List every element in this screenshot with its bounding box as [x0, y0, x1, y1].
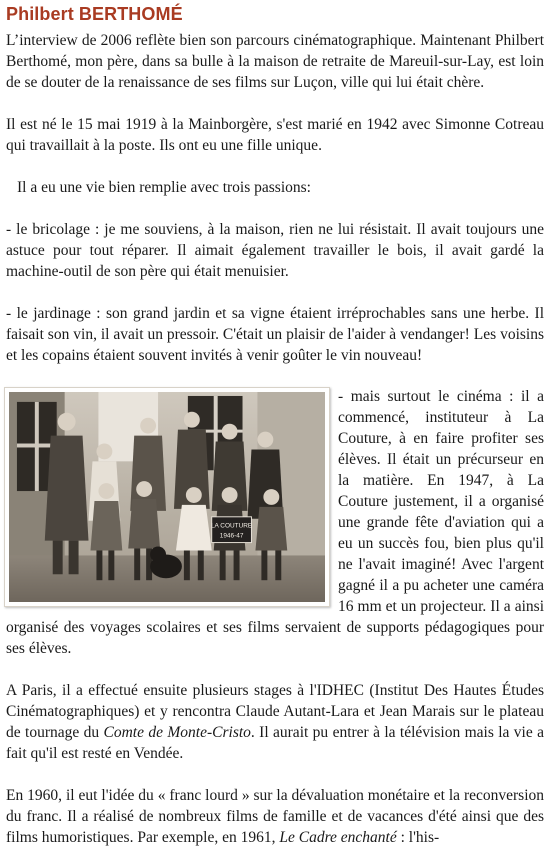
paragraph-jardinage: - le jardinage : son grand jardin et sa vigne étaient irréprochables sans une herbe. Il faisait son vin, il avait un pressoir. C'était un plaisir de l'aider à vendanger! Les voisins et les copains étaient souvent invités à venir goûter le vin nouveau! — [6, 305, 544, 364]
paragraph-bricolage: - le bricolage : je me souviens, à la maison, rien ne lui résistait. Il avait toujours une astuce pour tout réparer. Il aimait également travailler le bois, il avait gardé la machine-outil de son père qui était menuisier. — [6, 221, 544, 280]
paragraph-paris — [6, 680, 544, 764]
film-title-monte-cristo: Comte de Monte-Cristo — [103, 724, 251, 741]
paragraph-birth: Il est né le 15 mai 1919 à la Mainborgère, s'est marié en 1942 avec Simonne Cotreau qui travaillait à la poste. Ils ont eu une fille unique. — [6, 116, 544, 154]
paragraph-paris-text-a: A Paris, il a effectué ensuite plusieurs stages à l'IDHEC (Institut Des Hautes Études Cinématographiques) et y rencontra Claude Autant-Lara et Jean Marais sur le plateau de tournage du — [6, 682, 544, 741]
paragraph-1960-text-a: En 1960, il eut l'idée du « franc lourd » sur la dévaluation monétaire et la reconversion du franc. Il a réalisé de nombreux films de famille et de vacances d'été ainsi que des films humoristiques. Par exemple, en 1961, — [6, 787, 544, 846]
film-title-cadre-enchante: Le Cadre enchanté — [279, 829, 397, 846]
paragraph-paris-text-b: . Il aurait pu entrer à la télévision mais la vie a fait qu'il est resté en Vendée. — [6, 724, 545, 762]
paragraph-intro: L’interview de 2006 reflète bien son parcours cinématographique. Maintenant Philbert Berthomé, mon père, dans sa bulle à la maison de retraite de Mareuil-sur-Lay, est loin de se douter de la renaissance de ses films sur Luçon, ville qui lui était chère. — [6, 32, 544, 91]
paragraph-1960 — [6, 785, 544, 848]
class-photo — [4, 387, 330, 607]
paragraph-cinema: - mais surtout le cinéma : il a commencé, instituteur à La Couture, à en faire profiter ses élèves. Il était un précurseur en la matière. En 1947, à La Couture justement, il a organisé une grande fête d'aviation qui a eu un succès fou, bien plus qu'il ne l'avait imaginé! Avec l'argent gagné il a pu acheter une caméra 16 mm et un projecteur. Il a ainsi organisé des voyages scolaires et ses films servaient de supports pédagogiques pour ses élèves. — [6, 388, 544, 657]
slate-text-line2: 1946-47 — [219, 532, 244, 540]
class-photo-image — [9, 392, 325, 602]
article-title: Philbert BERTHOMÉ — [6, 4, 183, 24]
slate-text-line1: LA COUTURE — [210, 522, 253, 530]
paragraph-1960-text-b: : l'his- — [396, 829, 440, 846]
paragraph-passions-intro: Il a eu une vie bien remplie avec trois passions: — [17, 179, 311, 196]
